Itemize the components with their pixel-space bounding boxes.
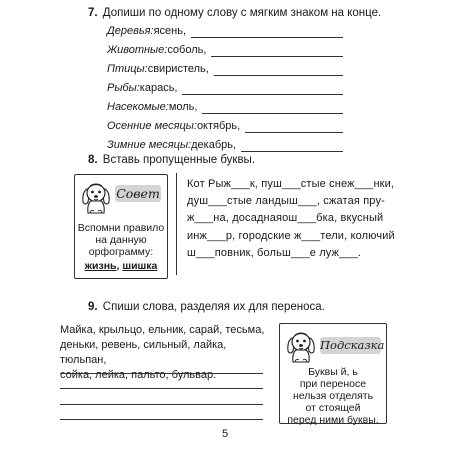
answer-line[interactable] [60,373,263,374]
tip-text [77,222,165,258]
text-divider [176,173,177,275]
answer-line[interactable] [182,84,343,95]
fill-row[interactable] [107,119,343,133]
tip-badge: Совет [116,186,160,201]
row-category: Зимние месяцы: [107,139,192,151]
answer-line[interactable] [214,65,343,76]
row-example: карась, [139,82,178,94]
fill-row[interactable] [107,100,343,114]
task-7-number: 7. [88,7,98,19]
row-example: моль, [168,101,198,113]
hint-line: перед ними буквы. [287,414,379,426]
rule-example-word: шишка [122,260,158,272]
answer-line[interactable] [60,388,263,389]
text-line[interactable]: ж___на, досаднаяош___бка, вкусный [187,212,384,225]
hint-box [279,323,387,424]
task-9-title [88,300,325,314]
row-example: декабрь, [191,139,237,151]
task-8-title [88,153,255,167]
fill-row[interactable] [107,81,343,95]
task-8-instruction: Вставь пропущенные буквы. [102,154,256,166]
row-example: октябрь, [196,120,241,132]
task-7-instruction: Допиши по одному слову с мягким знаком на конце. [102,7,382,19]
hint-line: нельзя отделять [292,390,374,402]
task-8-number: 8. [88,154,98,166]
row-category: Рыбы: [107,82,140,94]
hint-line: от стоящей [305,402,361,414]
row-example: соболь, [167,44,207,56]
text-line[interactable]: Кот Рыж___к, пуш___стые снеж___нки, [187,178,395,190]
rule-example [77,260,165,272]
hint-text [282,366,384,426]
row-category: Деревья: [107,25,154,37]
exercise-text [187,176,395,262]
word-line: деньки, ревень, сильный, лайка, тюльпан, [60,339,227,366]
text-line[interactable]: инж___р, городские ж___тели, колючий [187,229,395,242]
hint-line: Буквы й, ь [308,366,358,378]
answer-line[interactable] [191,27,343,38]
tip-line: орфограмму: [88,246,154,258]
word-line: Майка, крыльцо, ельник, сарай, тесьма, [60,324,265,336]
puppy-icon [286,329,316,363]
page-number: 5 [221,428,229,440]
answer-line[interactable] [211,46,343,57]
hint-line: при переносе [299,378,367,390]
answer-line[interactable] [60,419,263,420]
word-line: сойка, лейка, пальто, бульвар. [60,369,217,381]
answer-line[interactable] [60,404,263,405]
row-category: Насекомые: [107,101,169,113]
row-category: Животные: [107,44,168,56]
task-9-instruction: Спиши слова, разделяя их для переноса. [102,301,325,313]
answer-line[interactable] [241,141,343,152]
rule-example-separator: , [116,260,123,272]
fill-row[interactable] [107,138,343,152]
word-list [60,323,275,383]
fill-row[interactable] [107,24,343,38]
puppy-icon [81,180,111,214]
task-9-number: 9. [88,301,98,313]
rule-example-word: жизнь [84,260,117,272]
row-category: Осенние месяцы: [107,120,197,132]
text-line[interactable]: ш___повник, больш___е луж___. [187,246,362,259]
row-category: Птицы: [107,63,148,75]
hint-badge: Подсказка [320,338,385,352]
text-line[interactable]: душ___стые ландыш___, сжатая пру- [187,195,385,208]
answer-line[interactable] [245,122,343,133]
row-example: ясень, [153,25,186,37]
tip-box [74,174,168,279]
task-7-title [88,6,381,20]
fill-row[interactable] [107,62,343,76]
row-example: свиристель, [147,63,209,75]
tip-line: Вспомни правило [77,222,165,234]
fill-row[interactable] [107,43,343,57]
tip-line: на данную [95,234,147,246]
answer-line[interactable] [202,103,343,114]
